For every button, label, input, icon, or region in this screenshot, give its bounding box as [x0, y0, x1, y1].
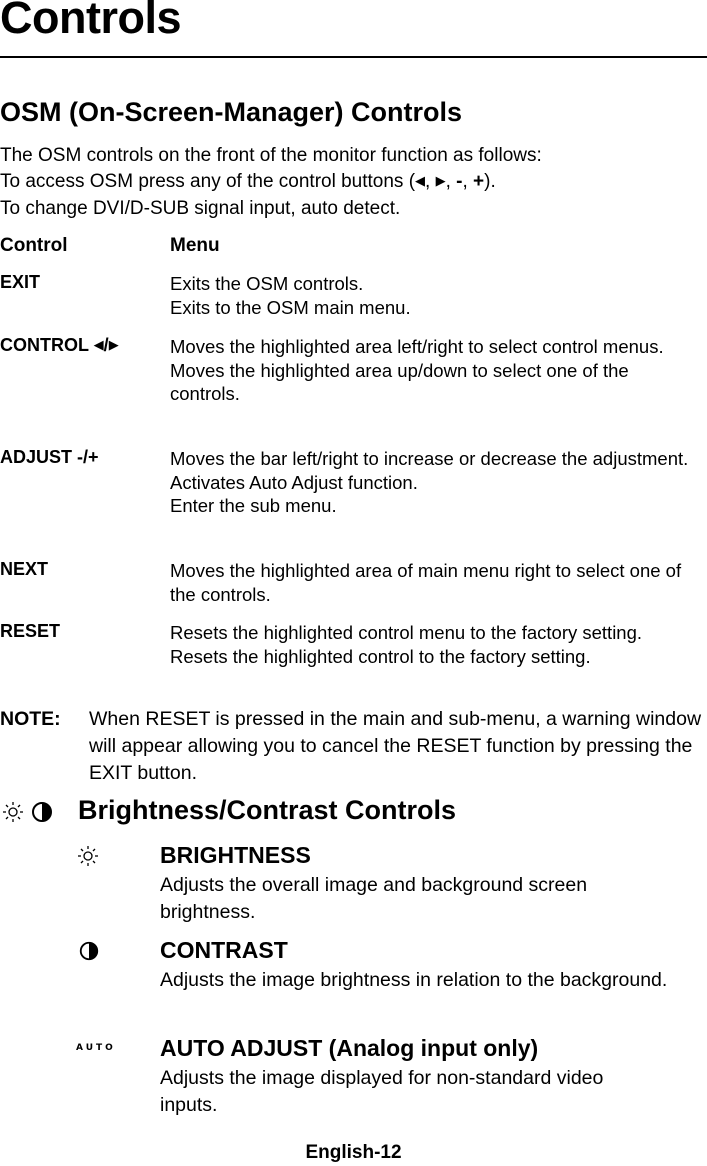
intro-line-3: To change DVI/D-SUB signal input, auto detect. [0, 198, 401, 219]
intro-line-2-prefix: To access OSM press any of the control buttons ( [0, 171, 416, 192]
page-title: Controls [0, 0, 181, 43]
description-line: Moves the highlighted area up/down to select one of the controls. [170, 359, 629, 404]
right-arrow-icon: ▶ [435, 173, 446, 188]
title-rule [0, 56, 707, 58]
auto-icon: AUTO [76, 1043, 116, 1053]
item-description: Adjusts the image displayed for non-standard video inputs. [160, 1067, 604, 1116]
plus-symbol: + [473, 171, 485, 192]
control-key: RESET [0, 621, 61, 641]
minus-symbol: - [456, 171, 463, 192]
note-label: NOTE: [0, 708, 61, 730]
header-menu: Menu [170, 235, 220, 256]
description-line: Enter the sub menu. [170, 495, 337, 516]
item-name: AUTO ADJUST (Analog input only) [160, 1035, 539, 1061]
control-description [170, 559, 700, 606]
description-line: Resets the highlighted control menu to the factory setting. [170, 622, 643, 643]
separator: , [445, 171, 457, 192]
sun-icon [76, 844, 100, 868]
contrast-icon [78, 940, 100, 962]
item-name: BRIGHTNESS [160, 842, 311, 868]
item-description: Adjusts the image brightness in relation to the background. [160, 969, 668, 991]
item-name: CONTRAST [160, 937, 288, 963]
control-key: EXIT [0, 272, 41, 292]
right-arrow-icon: ▶ [108, 337, 119, 352]
description-line: Activates Auto Adjust function. [170, 471, 418, 493]
control-description [170, 447, 700, 518]
description-line: Exits the OSM controls. [170, 273, 364, 294]
separator: , [425, 171, 436, 192]
left-arrow-icon: ◀ [93, 337, 104, 352]
control-key [0, 335, 119, 356]
page-footer: English-12 [305, 1142, 402, 1163]
brightness-contrast-title: Brightness/Contrast Controls [78, 795, 457, 825]
control-description [170, 621, 700, 668]
description-line: Moves the highlighted area left/right to select control menus. [170, 336, 664, 357]
separator: , [462, 171, 474, 192]
slash: / [103, 335, 109, 355]
item-description: Adjusts the overall image and background screen brightness. [160, 874, 588, 923]
description-line: Moves the highlighted area of main menu right to select one of the controls. [170, 560, 682, 605]
intro-line-2-suffix: ). [484, 171, 496, 192]
control-description [170, 335, 700, 406]
control-description [170, 272, 700, 319]
control-key-label: CONTROL [0, 335, 94, 355]
header-control: Control [0, 235, 68, 256]
intro-paragraph [0, 143, 700, 222]
control-key: ADJUST -/+ [0, 447, 99, 467]
note-text: When RESET is pressed in the main and sub-menu, a warning window will appear allowing you to cancel the RESET function by pressing the EXIT button. [89, 708, 702, 784]
section-title: OSM (On-Screen-Manager) Controls [0, 97, 463, 127]
intro-line-1: The OSM controls on the front of the monitor function as follows: [0, 145, 542, 166]
control-key: NEXT [0, 559, 49, 579]
description-line: Resets the highlighted control to the factory setting. [170, 645, 591, 667]
description-line: Moves the bar left/right to increase or decrease the adjustment. [170, 448, 689, 469]
intro-line-2 [0, 169, 700, 196]
contrast-icon [30, 800, 54, 824]
left-arrow-icon: ◀ [415, 173, 426, 188]
description-line: Exits to the OSM main menu. [170, 296, 411, 318]
